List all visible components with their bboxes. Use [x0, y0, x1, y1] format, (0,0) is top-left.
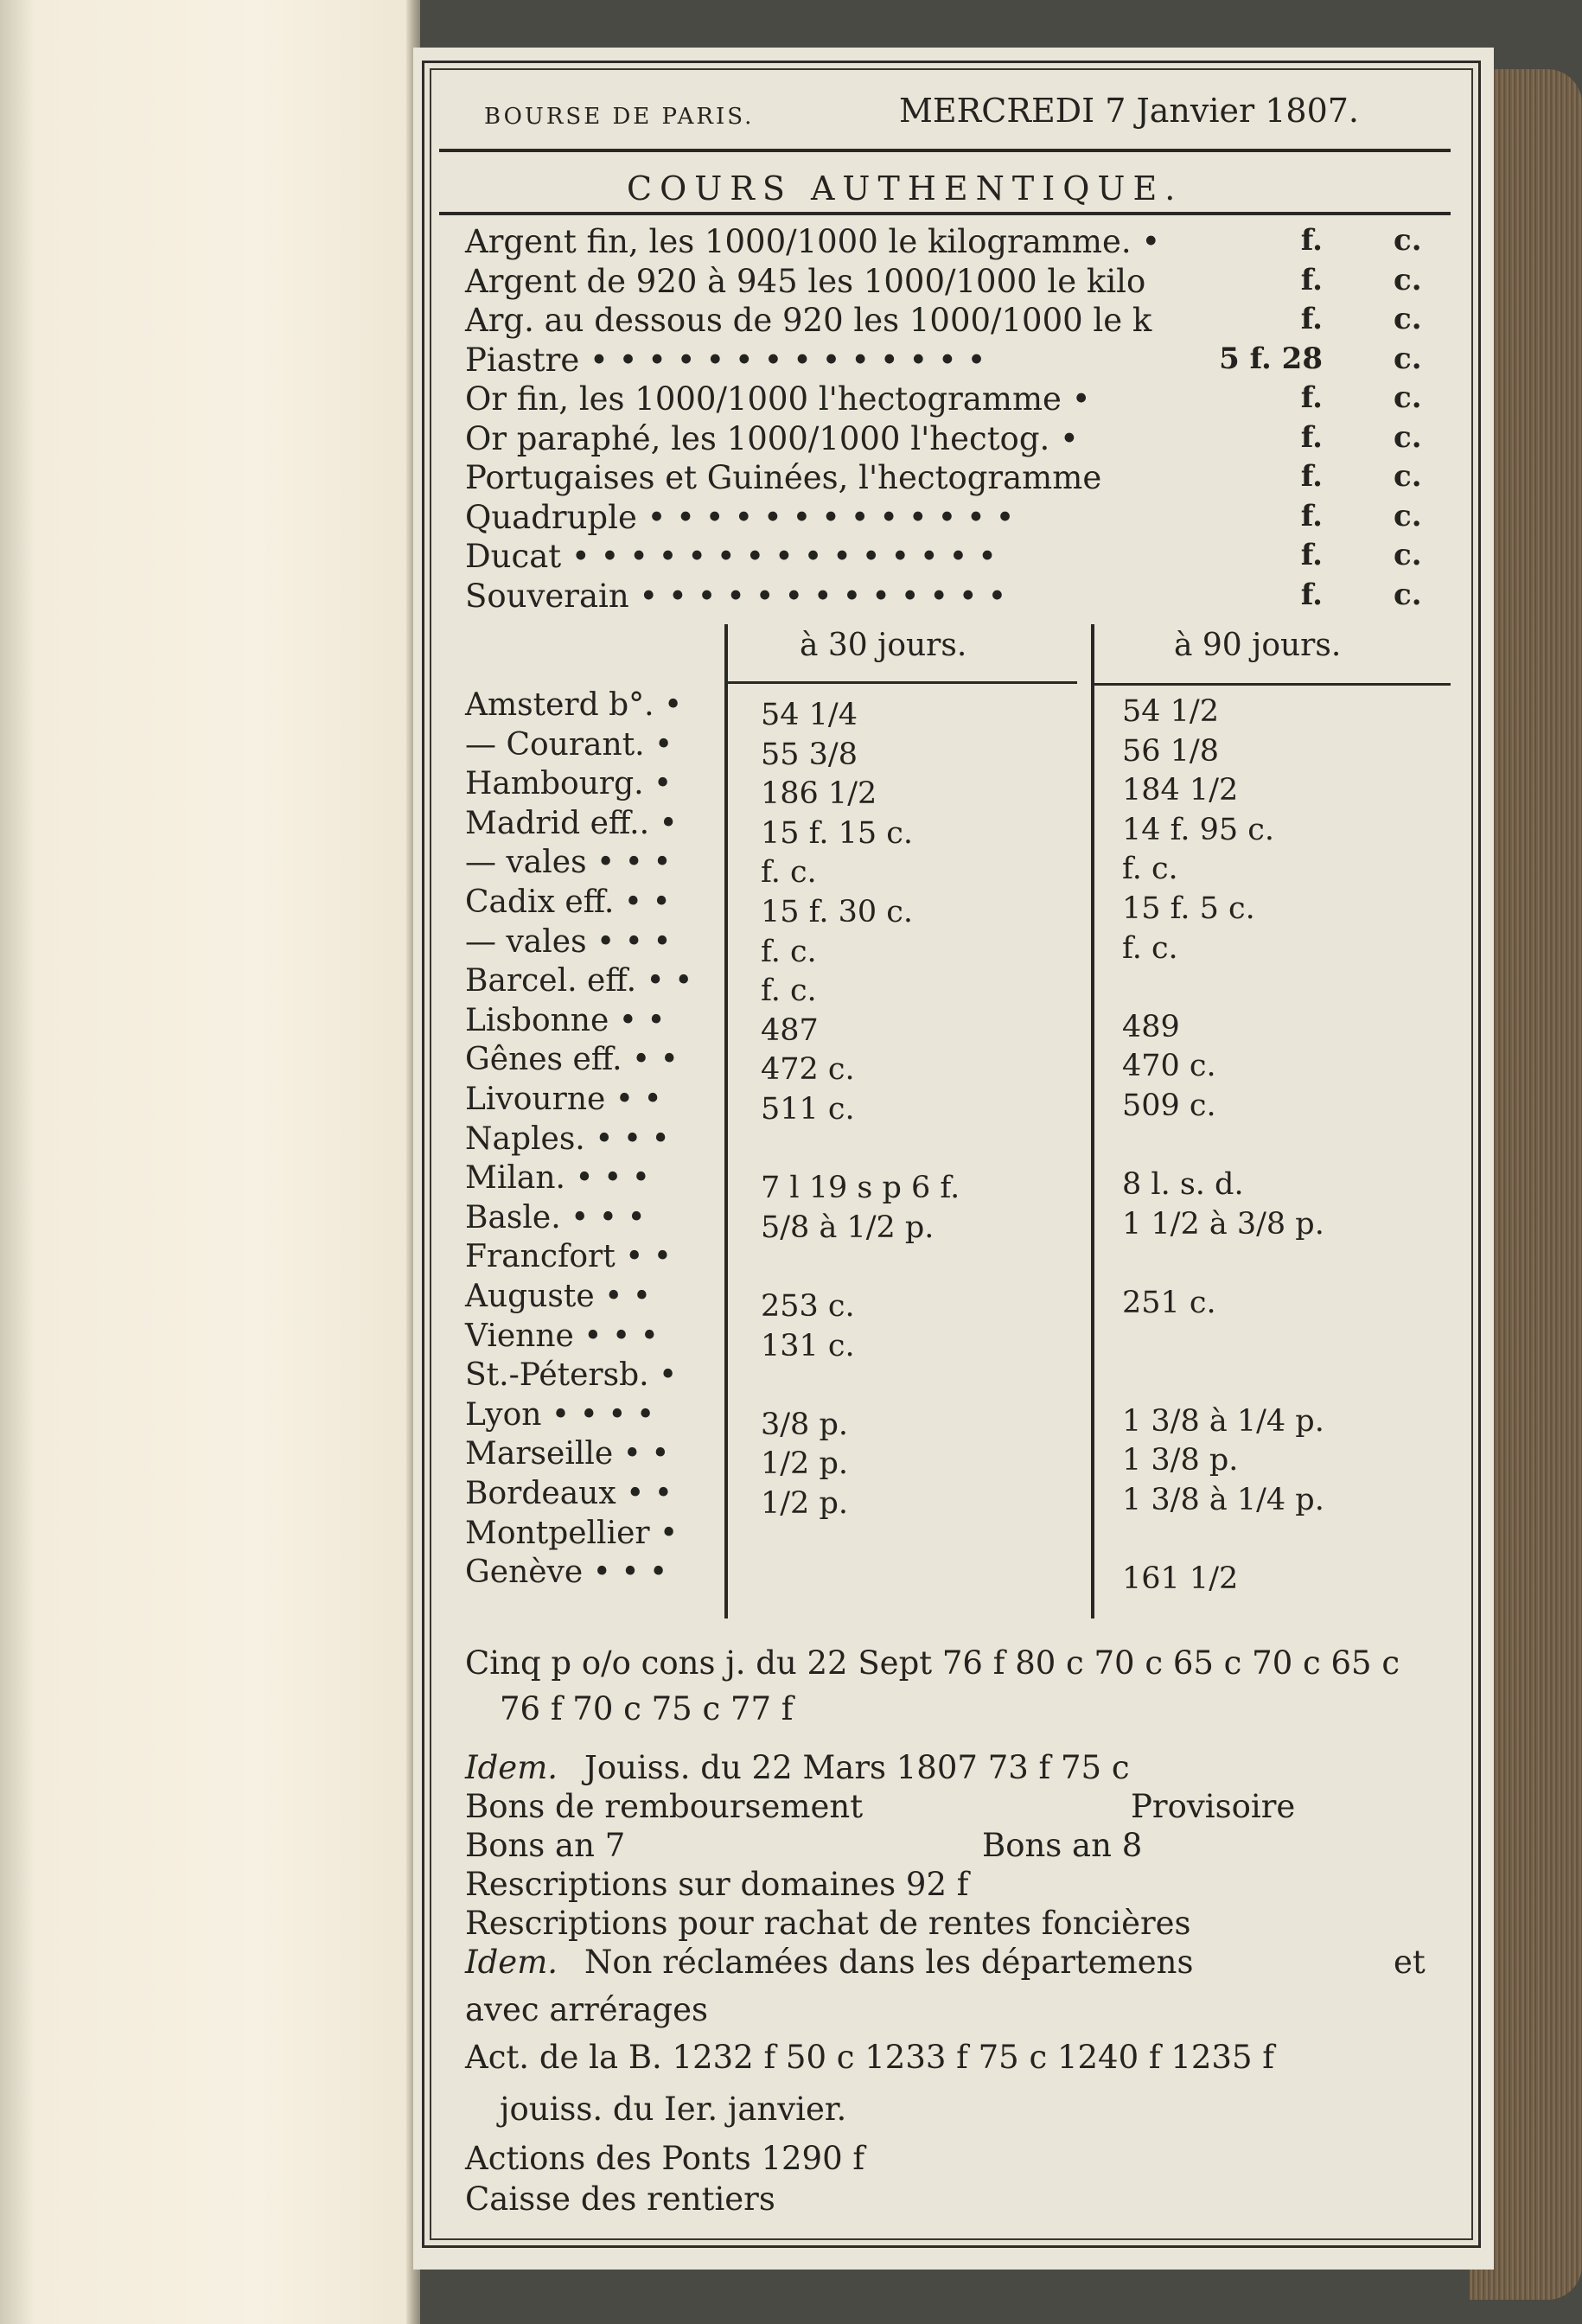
exchange-30-days: 3/8 p.: [761, 1407, 848, 1442]
metal-row-label: Ducat • • • • • • • • • • • • • • •: [465, 538, 997, 575]
exchange-city: Gênes eff. • •: [465, 1042, 679, 1078]
exchange-90-days: 1 3/8 p.: [1122, 1443, 1239, 1478]
metal-row-label: Piastre • • • • • • • • • • • • • •: [465, 341, 986, 379]
exchange-90-days: 161 1/2: [1122, 1561, 1239, 1597]
metal-row-label: Portugaises et Guinées, l'hectogramme: [465, 459, 1102, 496]
metal-row-label: Souverain • • • • • • • • • • • • •: [465, 577, 1007, 615]
exchange-30-days: f. c.: [761, 855, 817, 891]
metal-row-centimes: c.: [1394, 498, 1422, 533]
metal-row-francs: f.: [1300, 538, 1323, 572]
exchange-30-days: 54 1/4: [761, 698, 858, 732]
bottom-line-bons-remb: Bons de remboursement: [465, 1788, 864, 1825]
metal-row-francs: f.: [1300, 380, 1323, 415]
bottom-line-rescriptions-domaines: Rescriptions sur domaines 92 f: [465, 1866, 969, 1903]
exchange-city: Francfort • •: [465, 1239, 673, 1275]
exchange-city: Naples. • • •: [465, 1120, 670, 1157]
exchange-30-days: 253 c.: [761, 1289, 855, 1324]
bottom-line-cinq-pour-cent: Cinq p o/o cons j. du 22 Sept 76 f 80 c 70 c 65 c 70 c 65 c: [465, 1644, 1400, 1682]
metal-row-francs: f.: [1300, 577, 1323, 612]
bottom-line-cinq-cont: 76 f 70 c 75 c 77 f: [500, 1690, 794, 1727]
exchange-90-days: 184 1/2: [1122, 773, 1239, 808]
metal-row-centimes: c.: [1394, 262, 1422, 297]
exchange-city: Hambourg. •: [465, 766, 673, 802]
bottom-line-actions-ponts: Actions des Ponts 1290 f: [465, 2140, 865, 2177]
bottom-line-non-reclamees: Non réclamées dans les départemens: [584, 1944, 1194, 1981]
exchange-30-days: 131 c.: [761, 1328, 855, 1363]
col30-underline: [728, 681, 1077, 684]
metal-row-centimes: c.: [1394, 419, 1422, 455]
metal-row-label: Argent de 920 à 945 les 1000/1000 le kilo: [465, 262, 1146, 300]
exchange-30-days: 186 1/2: [761, 776, 877, 812]
bottom-line-provisoire: Provisoire: [1131, 1788, 1296, 1825]
exchange-city: Bordeaux • •: [465, 1476, 673, 1511]
exchange-90-days: 56 1/8: [1122, 733, 1219, 769]
bottom-line-caisse-rentiers: Caisse des rentiers: [465, 2180, 775, 2218]
exchange-30-days: 7 l 19 s p 6 f.: [761, 1171, 960, 1206]
metal-row-centimes: c.: [1394, 538, 1422, 572]
metal-row-centimes: c.: [1394, 302, 1422, 336]
metal-row-centimes: c.: [1394, 577, 1422, 612]
exchange-90-days: 8 l. s. d.: [1122, 1167, 1244, 1203]
metal-row-label: Or fin, les 1000/1000 l'hectogramme •: [465, 380, 1091, 418]
exchange-city: Amsterd b°. •: [465, 687, 683, 723]
metal-row-centimes: c.: [1394, 380, 1422, 415]
header-date: MERCREDI 7 Janvier 1807.: [899, 92, 1359, 130]
exchange-city: Genève • • •: [465, 1555, 668, 1591]
exchange-city: — Courant. •: [465, 726, 673, 763]
exchange-30-days: 1/2 p.: [761, 1446, 848, 1482]
exchange-90-days: 489: [1122, 1009, 1180, 1044]
title-rule: [439, 212, 1451, 215]
metal-row-label: Or paraphé, les 1000/1000 l'hectog. •: [465, 419, 1079, 457]
bottom-line-idem-label: Idem.: [465, 1749, 558, 1786]
metal-row-francs: f.: [1300, 498, 1323, 533]
exchange-30-days: 55 3/8: [761, 737, 858, 772]
exchange-30-days: 15 f. 30 c.: [761, 895, 914, 929]
exchange-30-days: 1/2 p.: [761, 1486, 848, 1521]
exchange-city: Milan. • • •: [465, 1160, 651, 1197]
metal-row-francs: f.: [1300, 223, 1323, 258]
metal-row-label: Argent fin, les 1000/1000 le kilogramme. •: [465, 223, 1161, 260]
metal-row-francs: f.: [1300, 262, 1323, 297]
exchange-city: Vienne • • •: [465, 1318, 659, 1354]
exchange-city: Cadix eff. • •: [465, 884, 671, 920]
exchange-90-days: 1 3/8 à 1/4 p.: [1122, 1483, 1324, 1517]
header-bourse: BOURSE DE PARIS.: [484, 104, 755, 130]
exchange-city: Barcel. eff. • •: [465, 963, 693, 999]
exchange-city: Livourne • •: [465, 1082, 662, 1117]
exchange-city: Lisbonne • •: [465, 1002, 666, 1038]
exchange-90-days: f. c.: [1122, 930, 1178, 966]
exchange-30-days: 472 c.: [761, 1052, 855, 1088]
metal-row-francs: f.: [1300, 302, 1323, 336]
bottom-line-idem2-label: Idem.: [465, 1944, 558, 1981]
exchange-90-days: 14 f. 95 c.: [1122, 812, 1275, 847]
bottom-line-jouiss-janvier: jouiss. du Ier. janvier.: [500, 2091, 847, 2128]
metal-row-francs: 5 f. 28: [1219, 341, 1323, 376]
exchange-city: St.-Pétersb. •: [465, 1357, 678, 1394]
exchange-30-days: f. c.: [761, 934, 817, 969]
exchange-30-days: 487: [761, 1012, 819, 1048]
exchange-90-days: 1 1/2 à 3/8 p.: [1122, 1206, 1324, 1242]
bottom-line-bons-an-7: Bons an 7: [465, 1827, 626, 1864]
bottom-line-act-banque: Act. de la B. 1232 f 50 c 1233 f 75 c 1240 f 1235 f: [465, 2039, 1274, 2076]
bottom-line-idem-jouiss: Jouiss. du 22 Mars 1807 73 f 75 c: [584, 1749, 1130, 1786]
exchange-city: Marseille • •: [465, 1436, 670, 1472]
exchange-90-days: 54 1/2: [1122, 694, 1219, 729]
exchange-90-days: 509 c.: [1122, 1089, 1216, 1123]
metal-row-centimes: c.: [1394, 341, 1422, 376]
exchange-city: Madrid eff.. •: [465, 805, 678, 841]
col-header-90-days: à 90 jours.: [1174, 628, 1342, 663]
exchange-30-days: 15 f. 15 c.: [761, 815, 914, 851]
bottom-line-et: et: [1394, 1944, 1426, 1981]
exchange-city: — vales • • •: [465, 845, 672, 881]
metal-row-francs: f.: [1300, 459, 1323, 494]
exchange-90-days: f. c.: [1122, 852, 1178, 887]
metal-row-centimes: c.: [1394, 459, 1422, 494]
exchange-90-days: 470 c.: [1122, 1049, 1216, 1084]
metal-row-label: Quadruple • • • • • • • • • • • • •: [465, 498, 1015, 536]
bottom-line-rescriptions-rachat: Rescriptions pour rachat de rentes foncières: [465, 1905, 1191, 1942]
exchange-city: — vales • • •: [465, 923, 672, 960]
page-title: COURS AUTHENTIQUE.: [627, 169, 1183, 208]
header-rule: [439, 149, 1451, 152]
exchange-30-days: 511 c.: [761, 1092, 855, 1127]
col90-underline: [1094, 683, 1451, 686]
bottom-line-bons-an-8: Bons an 8: [982, 1827, 1143, 1864]
exchange-city: Basle. • • •: [465, 1199, 646, 1235]
bottom-line-arrerages: avec arrérages: [465, 1991, 708, 2028]
metal-row-centimes: c.: [1394, 223, 1422, 258]
exchange-30-days: f. c.: [761, 974, 817, 1009]
column-divider-2: [1091, 624, 1094, 1618]
exchange-90-days: 15 f. 5 c.: [1122, 891, 1255, 926]
exchange-30-days: 5/8 à 1/2 p.: [761, 1210, 935, 1245]
column-divider-1: [724, 624, 728, 1618]
metal-row-francs: f.: [1300, 419, 1323, 455]
exchange-90-days: 1 3/8 à 1/4 p.: [1122, 1403, 1324, 1439]
exchange-city: Lyon • • • •: [465, 1396, 655, 1433]
left-blank-page: [0, 0, 411, 2324]
exchange-90-days: 251 c.: [1122, 1286, 1216, 1320]
exchange-city: Auguste • •: [465, 1279, 652, 1314]
exchange-city: Montpellier •: [465, 1515, 679, 1551]
metal-row-label: Arg. au dessous de 920 les 1000/1000 le k: [465, 302, 1152, 339]
col-header-30-days: à 30 jours.: [800, 628, 967, 663]
